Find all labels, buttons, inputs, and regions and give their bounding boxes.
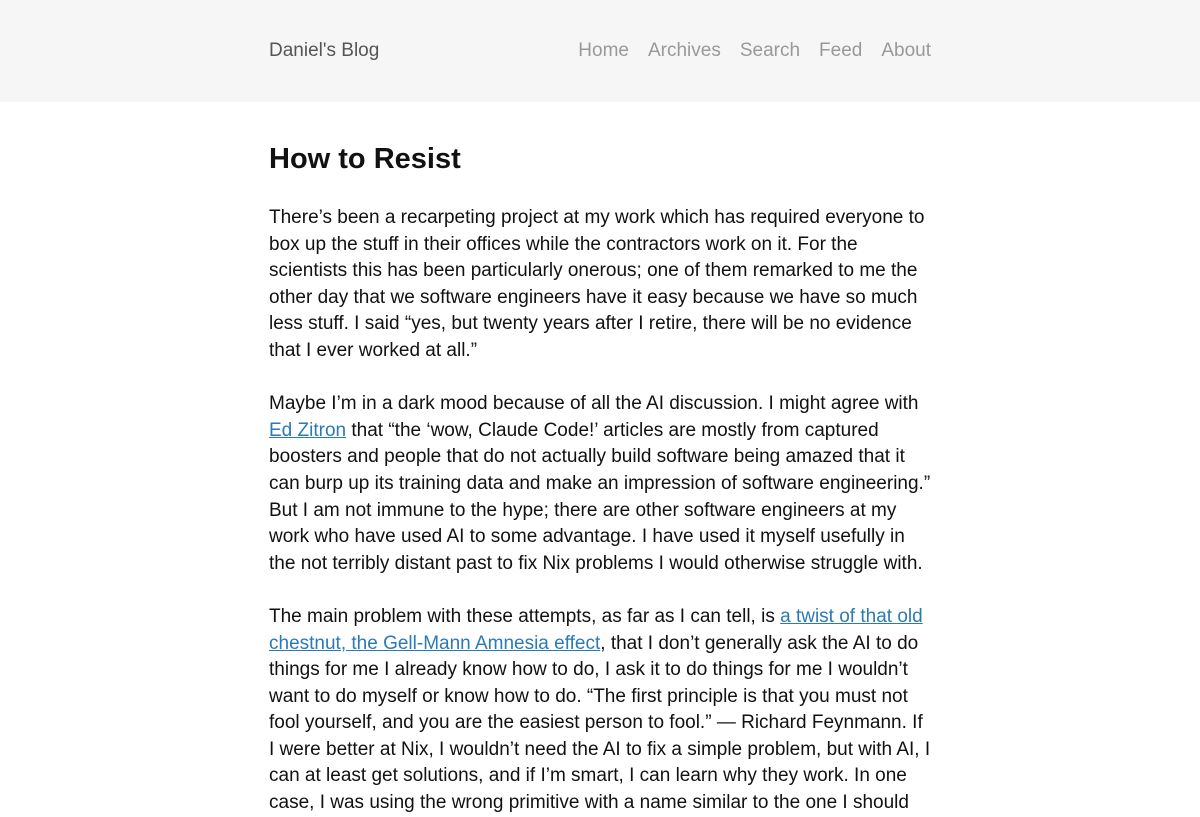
- nav-home[interactable]: Home: [578, 40, 629, 61]
- nav-archives[interactable]: Archives: [647, 40, 721, 61]
- ed-zitron-link[interactable]: Ed Zitron: [269, 419, 347, 441]
- paragraph-2-text-before: Maybe I’m in a dark mood because of all the AI discussion. I might agree with: [269, 393, 919, 415]
- paragraph-1-text: There’s been a recarpeting project at my work which has required everyone to box up the stuff in their offices while the contractors work on it. For the scientists this has been particularly onerous; one of them remarked to me the other day that we software engineers have it easy because we have so much less stuff. I said “yes, but twenty years after I retire, there will be no evidence that I ever worked at all.”: [269, 207, 925, 361]
- post-content: [269, 102, 931, 817]
- nav-feed[interactable]: Feed: [819, 40, 863, 61]
- paragraph-2-text-after: that “the ‘wow, Claude Code!’ articles are mostly from captured boosters and people that do not actually build software being amazed that it can burp up its training data and make an impression of software engineering.” But I am not immune to the hype; there are other software engineers at my work who have used AI to some advantage. I have used it myself usefully in the not terribly distant past to fix Nix problems I would otherwise struggle with.: [269, 419, 931, 574]
- post-body: [269, 205, 931, 817]
- gell-mann-link[interactable]: a twist of that old chestnut, the Gell-Mann Amnesia effect: [269, 605, 923, 654]
- post-title: How to Resist: [269, 143, 461, 175]
- main-nav: [578, 40, 931, 62]
- nav-about[interactable]: About: [881, 40, 931, 61]
- site-title-link[interactable]: Daniel's Blog: [269, 40, 380, 61]
- paragraph-3-text-before: The main problem with these attempts, as far as I can tell, is: [269, 605, 781, 627]
- header-inner: [269, 0, 931, 102]
- paragraph-3: [269, 604, 931, 817]
- site-header: [0, 0, 1200, 102]
- paragraph-2: [269, 391, 931, 577]
- paragraph-1: [269, 205, 931, 365]
- paragraph-3-text-after: , that I don’t generally ask the AI to do things for me I already know how to do, I ask it to do things for me I wouldn’t want to do myself or know how to do. “The first principle is that you must not fool yourself, and you are the easiest person to fool.” — Richard Feynmann. If I were better at Nix, I wouldn’t need the AI to fix a simple problem, but with AI, I can at least get solutions, and if I’m smart, I can learn why they work. In one case, I was using the wrong primitive with a name similar to the one I should: [269, 632, 931, 814]
- nav-search[interactable]: Search: [739, 40, 801, 61]
